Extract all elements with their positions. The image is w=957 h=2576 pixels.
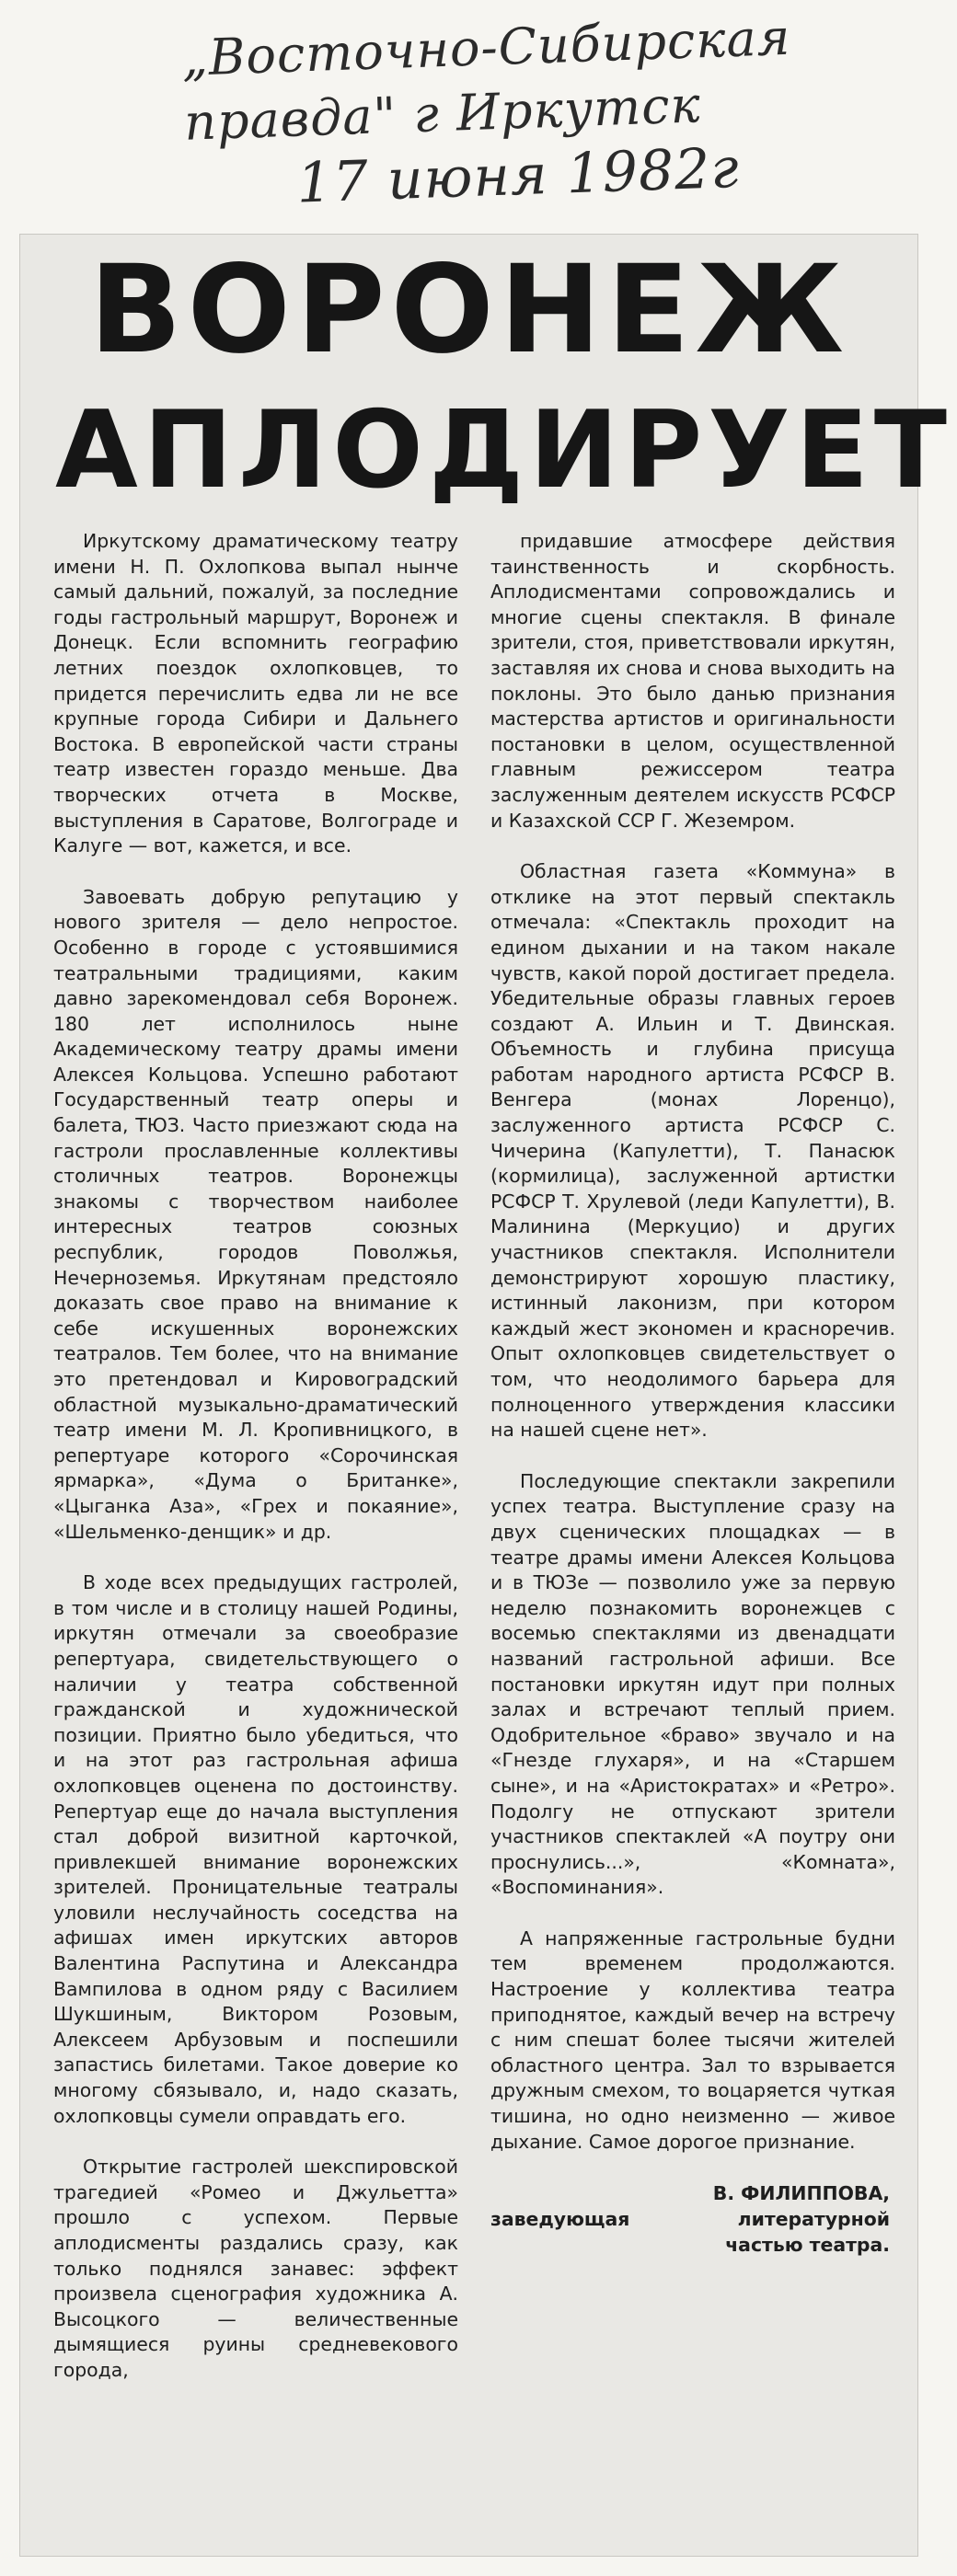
handwritten-city: правда" г Иркутск <box>183 75 702 152</box>
author-role-part: литературной <box>737 2208 890 2231</box>
article-paragraph: Последующие спектакли закрепили успех театра. Выступление сразу на двух сценических площадках — в театре драмы имени Алексея Кольцова и в ТЮЗе — позволило уже за первую неделю познакомить воронежцев с восемью спектаклями из двенадцати названий гастрольной афиши. Все постановки иркутян идут при полных залах и встречают теплый прием. Одобрительное «браво» звучало и на «Гнезде глухаря», и на «Старшем сыне», и на «Аристократах» и «Ретро». Подолгу не отпускают зрители участников спектаклей «А поутру они проснулись...», «Комната», «Воспоминания». <box>490 1469 895 1899</box>
headline-line-2: АПЛОДИРУЕТ <box>55 388 953 512</box>
headline-line-1: ВОРОНЕЖ <box>88 239 849 381</box>
author-role-line <box>490 2206 895 2232</box>
author-role-part: частью театра. <box>725 2234 890 2257</box>
article-columns <box>53 529 895 2535</box>
article-paragraph: Завоевать добрую репутацию у нового зрителя — дело непростое. Особенно в городе с устоявшимися театральными традициями, каким давно зарекомендовал себя Воронеж. 180 лет исполнилось ныне Академическому театру драмы имени Алексея Кольцова. Успешно работают Государственный театр оперы и балета, ТЮЗ. Часто приезжают сюда на гастроли прославленные коллективы столичных театров. Воронежцы знакомы с творчеством наиболее интересных театров союзных республик, городов Поволжья, Нечерноземья. Иркутянам предстояло доказать свое право на внимание к себе искушенных воронежских театралов. Тем более, что на внимание это претендовал и Кировоградский областной музыкально-драматический театр имени М. Л. Кропивницкого, в репертуаре которого «Сорочинская ярмарка», «Дума о Британке», «Цыганка Аза», «Грех и покаяние», «Шельменко-денщик» и др. <box>53 885 458 1543</box>
article-paragraph: Открытие гастролей шекспировской трагедией «Ромео и Джульетта» прошло с успехом. Первые аплодисменты раздались сразу, как только поднялся занавес: эффект произвела сценография художника А. Высоцкого — величественные дымящиеся руины средневекового города, <box>53 2156 458 2381</box>
author-name: В. ФИЛИППОВА, <box>712 2182 890 2205</box>
article-paragraph: А напряженные гастрольные будни тем временем продолжаются. Настроение у коллектива театра приподнятое, каждый вечер на встречу с ним спешат более тысячи жителей областного центра. Зал то взрывается дружным смехом, то воцаряется чуткая тишина, но одно неизменно — живое дыхание. Самое дорогое признание. <box>490 1926 895 2153</box>
article-paragraph: придавшие атмосфере действия таинственность и скорбность. Аплодисментами сопровождались и многие сцены спектакля. В финале зрители, стоя, приветствовали иркутян, заставляя их снова и снова выходить на поклоны. Это было данью признания мастерства артистов и оригинальности постановки в целом, осуществленной главным режиссером театра заслуженным деятелем искусств РСФСР и Казахской ССР Г. Жеземром. <box>490 530 895 832</box>
article-column-right <box>490 529 895 2535</box>
author-role-part: заведующая <box>490 2208 630 2231</box>
article-paragraph: Иркутскому драматическому театру имени Н. П. Охлопкова выпал нынче самый дальний, пожалуй, за последние годы гастрольный маршрут, Воронеж и Донецк. Если вспомнить географию летних поездок охлопковцев, то придется перечислить едва ли не все крупные города Сибири и Дальнего Востока. В европейской части страны театр известен гораздо меньше. Два творческих отчета в Москве, выступления в Саратове, Волгограде и Калуге — вот, кажется, и все. <box>53 530 458 857</box>
article-paragraph: Областная газета «Коммуна» в отклике на этот первый спектакль отмечала: «Спектакль проходит на едином дыхании и на таком накале чувств, какой порой достигает предела. Убедительные образы главных героев создают А. Ильин и Т. Двинская. Объемность и глубина присуща работам народного артиста РСФСР В. Венгера (монах Лоренцо), заслуженного артиста РСФСР С. Чичерина (Капулетти), Т. Панасюк (кормилица), заслуженной артистки РСФСР Т. Хрулевой (леди Капулетти), В. Малинина (Меркуцио) и других участников спектакля. Исполнители демонстрируют хорошую пластику, истинный лаконизм, при котором каждый жест экономен и красноречив. Опыт охлопковцев свидетельствует о том, что неодолимого барьера для полноценного утверждения классики на нашей сцене нет». <box>490 860 895 1442</box>
handwritten-source-note <box>117 5 823 222</box>
handwritten-date: 17 июня 1982г <box>295 135 741 216</box>
handwritten-newspaper-name: „Восточно-Сибирская <box>180 7 792 87</box>
article-column-left <box>53 529 458 2535</box>
article-paragraph: В ходе всех предыдущих гастролей, в том числе и в столицу нашей Родины, иркутян отмечали за своеобразие репертуара, свидетельствующего о наличии у театра собственной гражданской и художнической позиции. Приятно было убедиться, что и на этот раз гастрольная афиша охлопковцев оценена по достоинству. Репертуар еще до начала выступления стал доброй визитной карточкой, привлекшей внимание воронежских зрителей. Проницательные театралы уловили неслучайность соседства на афишах имен иркутских авторов Валентина Распутина и Александра Вампилова в одном ряду с Василием Шукшиным, Виктором Розовым, Алексеем Арбузовым и поспешили запастись билетами. Такое доверие ко многому сбязывало, и, надо сказать, охлопковцы сумели оправдать его. <box>53 1571 458 2127</box>
author-signature <box>490 2180 895 2258</box>
